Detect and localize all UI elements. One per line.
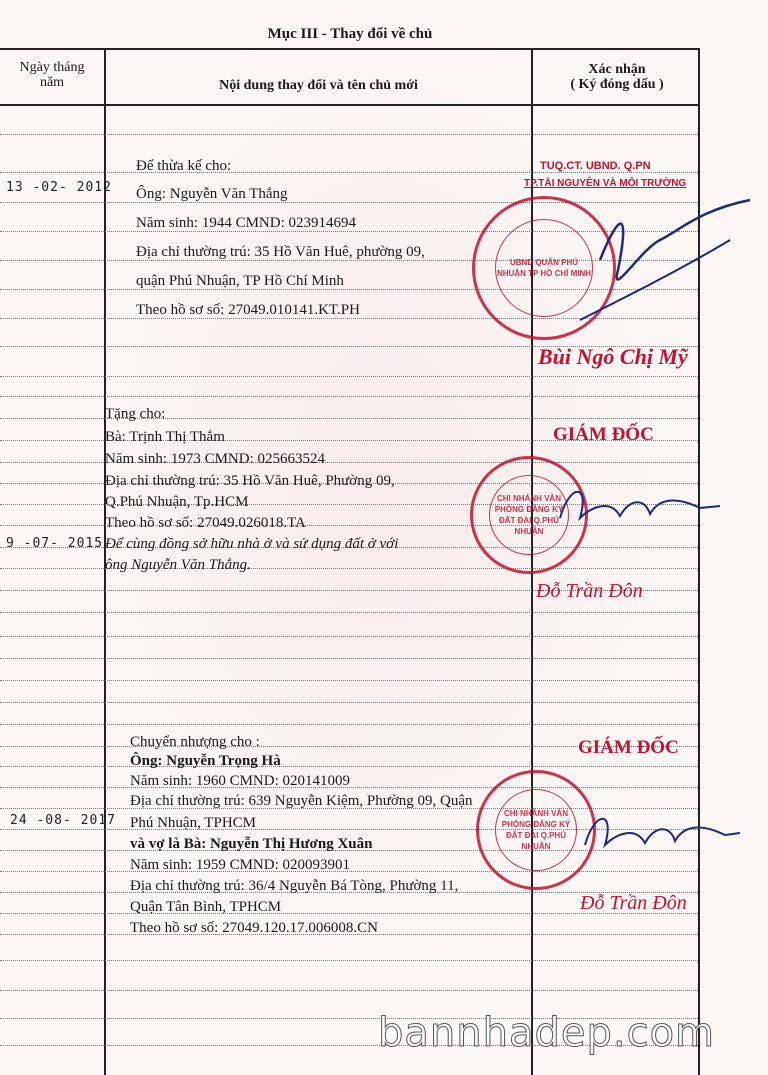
entry-line: Theo hồ sơ số: 27049.010141.KT.PH: [136, 302, 360, 318]
entry-line: Địa chỉ thường trú: 639 Nguyễn Kiệm, Phường 09, Quận: [130, 793, 473, 809]
authority-stamp-line: TP.TÀI NGUYÊN VÀ MÔI TRƯỜNG: [524, 178, 687, 189]
official-seal-stamp: CHI NHÁNH VĂN PHÒNG ĐĂNG KÝ ĐẤT ĐAI Q.PHÚ NHUẬN: [476, 770, 596, 890]
ruled-line: [0, 960, 698, 961]
entry-line: Phú Nhuận, TPHCM: [130, 815, 256, 831]
entry-line: Tặng cho:: [105, 406, 166, 422]
entry-line: và vợ là Bà: Nguyễn Thị Hương Xuân: [130, 836, 373, 852]
ruled-line: [0, 396, 698, 397]
entry-line: Địa chỉ thường trú: 35 Hồ Văn Huê, Phường 09,: [105, 473, 395, 489]
ruled-line: [0, 724, 698, 725]
section-title: Mục III - Thay đổi về chủ: [267, 26, 433, 42]
ruled-line: [0, 376, 698, 377]
entry-line: ông Nguyễn Văn Thắng.: [105, 557, 251, 573]
entry-date: 9 -07- 2015: [6, 536, 104, 551]
official-seal-stamp: CHI NHÁNH VĂN PHÒNG ĐĂNG KÝ ĐẤT ĐAI Q.PHÚ NHUẬN: [470, 456, 588, 574]
entry-line: Bà: Trịnh Thị Thắm: [105, 429, 225, 445]
col-confirm-header: Xác nhận ( Ký đóng dấu ): [570, 62, 664, 92]
entry-line: Ông: Nguyễn Trọng Hà: [130, 753, 281, 769]
entry-line: Ông: Nguyễn Văn Thắng: [136, 186, 288, 202]
entry-line: quận Phú Nhuận, TP Hồ Chí Minh: [136, 273, 344, 289]
ruled-line: [0, 766, 698, 767]
signer-name: Đỗ Trần Đôn: [580, 892, 687, 914]
position-title: GIÁM ĐỐC: [553, 424, 654, 445]
signer-name: Đỗ Trần Đôn: [536, 580, 643, 602]
signature-scribble: [575, 805, 745, 865]
col-content-header: Nội dung thay đổi và tên chủ mới: [219, 78, 418, 93]
entry-line: Theo hồ sơ số: 27049.120.17.006008.CN: [130, 920, 378, 936]
official-seal-stamp: UBND QUẬN PHÚ NHUẬN TP HỒ CHÍ MINH: [472, 196, 616, 340]
site-watermark: bannhadep.com: [378, 1010, 716, 1056]
ruled-line: [0, 612, 698, 613]
ruled-line: [0, 172, 698, 173]
ruled-line: [0, 990, 698, 991]
position-title: GIÁM ĐỐC: [578, 737, 679, 758]
ruled-line: [0, 680, 698, 681]
ruled-line: [0, 658, 698, 659]
entry-date: 24 -08- 2017: [10, 813, 116, 828]
signature-scribble: [560, 190, 760, 340]
entry-line: Năm sinh: 1973 CMND: 025663524: [105, 451, 326, 467]
ruled-line: [0, 636, 698, 637]
ruled-line: [0, 134, 698, 135]
authority-stamp-line: TUQ.CT. UBND. Q.PN: [540, 160, 651, 172]
entry-line: Để cùng đồng sở hữu nhà ở và sử dụng đất ở với: [105, 536, 399, 552]
entry-line: Để thừa kế cho:: [136, 158, 232, 174]
ruled-line: [0, 702, 698, 703]
entry-line: Năm sinh: 1944 CMND: 023914694: [136, 215, 357, 231]
entry-line: Địa chỉ thường trú: 36/4 Nguyễn Bá Tòng, Phường 11,: [130, 878, 459, 894]
entry-line: Năm sinh: 1959 CMND: 020093901: [130, 857, 351, 873]
signer-name: Bùi Ngô Chị Mỹ: [538, 344, 688, 369]
entry-line: Quận Tân Bình, TPHCM: [130, 899, 282, 915]
entry-date: 13 -02- 2012: [6, 180, 112, 195]
col-date-header: Ngày tháng năm: [19, 60, 85, 90]
entry-line: Năm sinh: 1960 CMND: 020141009: [130, 773, 351, 789]
entry-line: Chuyển nhượng cho :: [130, 734, 260, 750]
entry-line: Q.Phú Nhuận, Tp.HCM: [105, 494, 249, 510]
signature-scribble: [550, 478, 730, 538]
entry-line: Địa chỉ thường trú: 35 Hồ Văn Huê, phường 09,: [136, 244, 425, 260]
entry-line: Theo hồ sơ số: 27049.026018.TA: [105, 515, 306, 531]
